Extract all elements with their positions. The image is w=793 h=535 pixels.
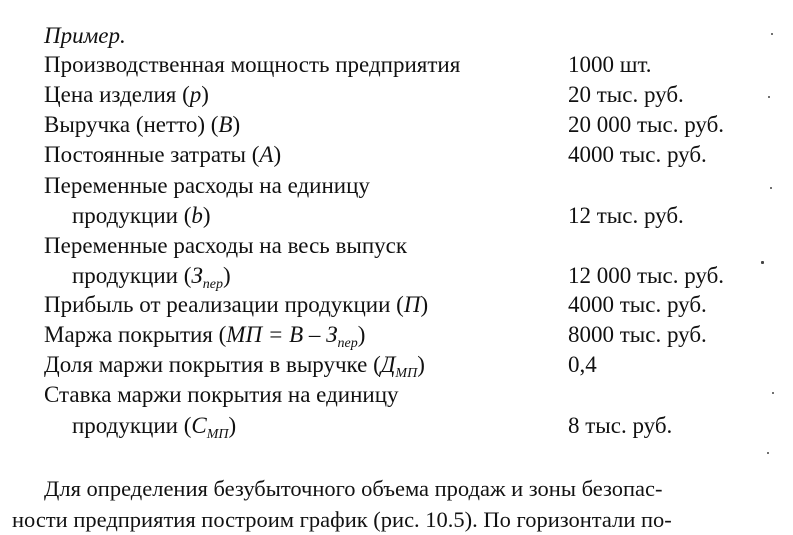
row-label: Выручка (нетто) (B) [44,112,241,137]
row-label: Ставка маржи покрытия на единицу [44,382,399,407]
symbol: МП = В – З [226,322,338,347]
row-label: продукции (b) [72,203,211,228]
row-value: 0,4 [568,352,597,377]
row-value: 8 тыс. руб. [568,413,673,438]
symbol: B [218,112,233,137]
table-row [0,80,793,110]
row-label: Переменные расходы на единицу [44,173,370,198]
row-value: 8000 тыс. руб. [568,322,707,347]
row-label: Производственная мощность предприятия [44,52,461,77]
row-value: 4000 тыс. руб. [568,292,707,317]
subscript: МП [206,427,229,442]
table-row [0,140,793,170]
table-row [0,231,793,261]
symbol: П [403,292,421,317]
row-label: Доля маржи покрытия в выручке $(Д_{МП})$ [44,352,425,381]
table-row [0,261,793,291]
row-label: Переменные расходы на весь выпуск [44,233,408,258]
scan-speck [761,261,764,264]
paragraph-line: Для определения безубыточного объема продаж и зоны безопас- [44,476,663,501]
row-value: 12 тыс. руб. [568,203,684,228]
symbol: Д [380,352,396,377]
table-row [0,380,793,410]
row-label: Прибыль от реализации продукции (П) [44,292,429,317]
symbol: b [191,203,203,228]
example-heading: Пример. [44,23,126,48]
table-row [0,110,793,140]
scan-speck [772,392,774,394]
table-row [0,411,793,441]
row-label: продукции $(З_{пер})$ [72,263,231,292]
row-value: 12 000 тыс. руб. [568,263,725,288]
row-value: 4000 тыс. руб. [568,142,707,167]
table-row [0,290,793,320]
table-row [0,171,793,201]
subscript: МП [395,366,418,381]
row-label: Цена изделия (p) [44,82,209,107]
scan-speck [771,33,773,35]
subscript: пер [202,277,223,292]
scan-speck [768,96,770,98]
paragraph-line: ности предприятия построим график (рис. 10.5). По горизонтали по- [12,507,672,532]
symbol: A [259,142,274,167]
row-value: 20 000 тыс. руб. [568,112,725,137]
row-label: Постоянные затраты (A) [44,142,282,167]
table-row [0,350,793,380]
scan-speck [767,452,769,454]
symbol: З [191,263,203,288]
table-row [0,50,793,80]
row-label: Маржа покрытия $(МП = В - З_{пер})$ [44,322,366,351]
row-label: продукции $(С_{МП})$ [72,413,237,442]
scan-speck [770,187,772,189]
subscript: пер [337,336,358,351]
row-value: 20 тыс. руб. [568,82,684,107]
table-row [0,320,793,350]
row-value: 1000 шт. [568,52,652,77]
symbol: p [189,82,202,107]
table-row [0,201,793,231]
symbol: С [191,413,207,438]
